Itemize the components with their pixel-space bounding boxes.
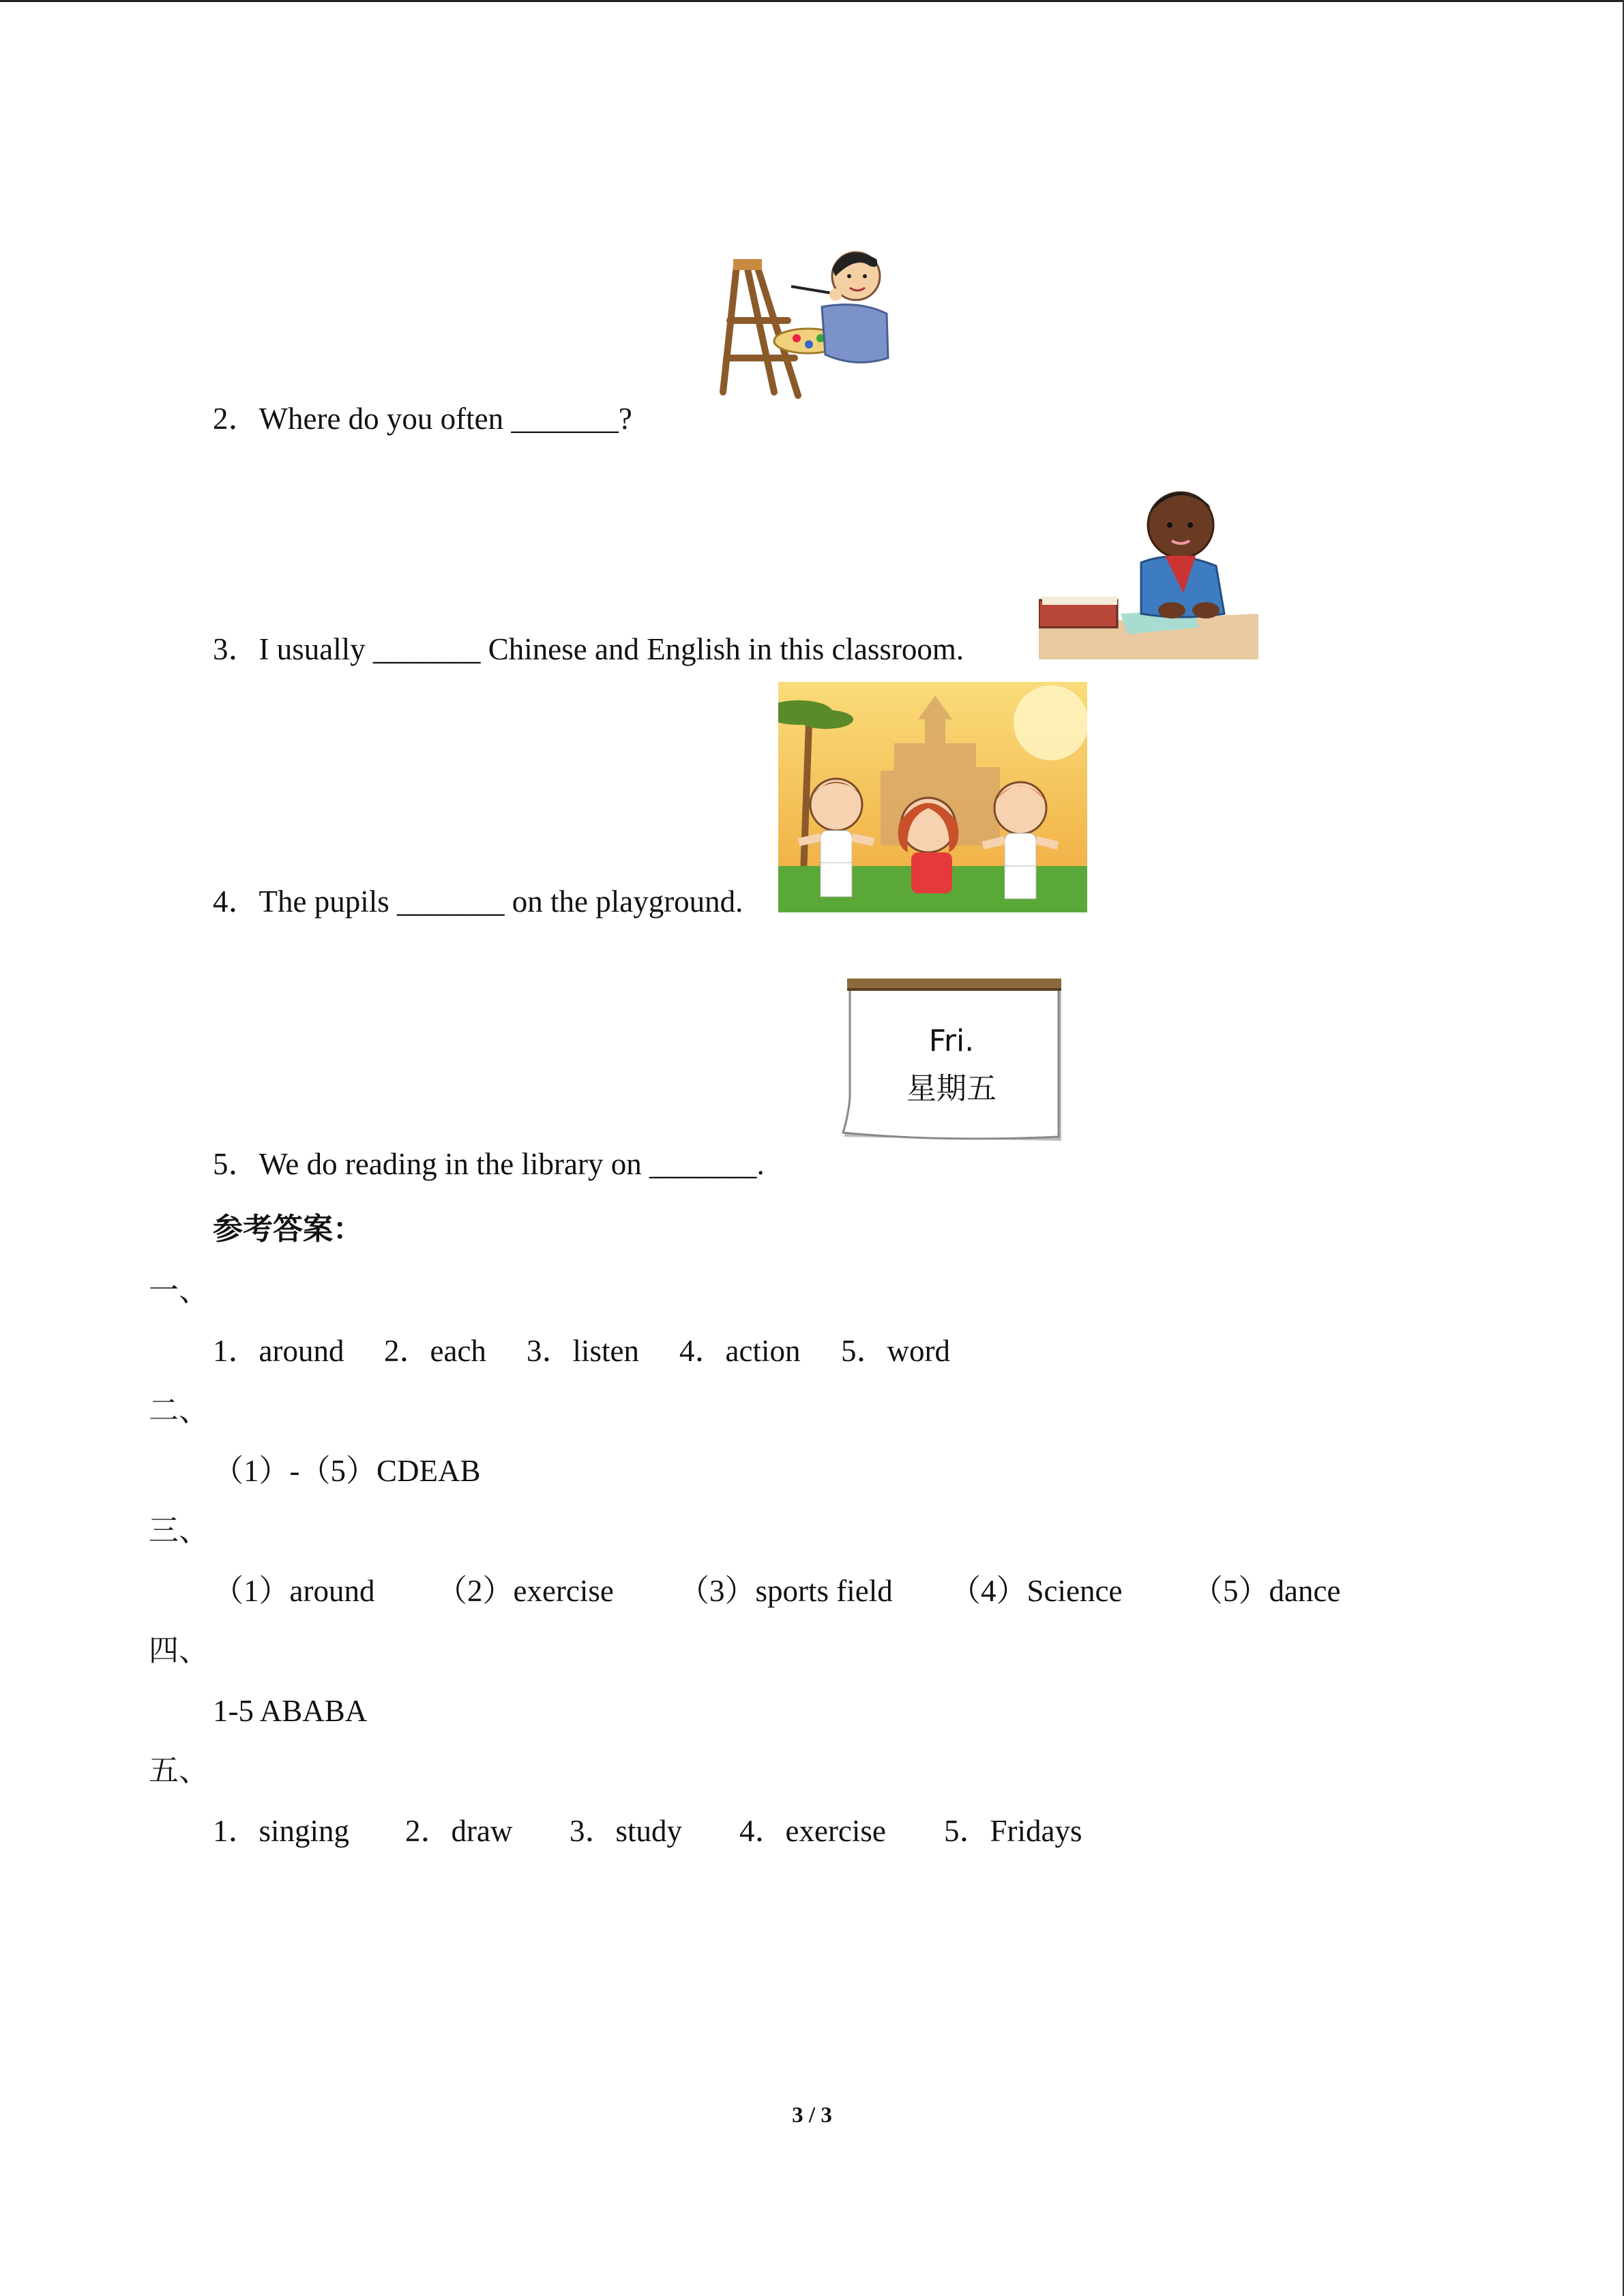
answer-item: 3．listen <box>527 1334 639 1368</box>
section-label-5: 五、 <box>149 1753 209 1788</box>
answer-item: 1．singing <box>213 1814 350 1848</box>
answer-item: 5．Fridays <box>944 1814 1082 1848</box>
answer-item: （1）-（5）CDEAB <box>213 1454 481 1488</box>
question-number: 4． <box>213 884 259 919</box>
section-label-3: 三、 <box>149 1513 209 1548</box>
page-number: 3 / 3 <box>792 2103 832 2128</box>
question-text: The pupils _______ on the playground. <box>259 884 743 919</box>
question-text: Where do you often _______? <box>259 402 632 436</box>
question-text: I usually _______ Chinese and English in this classroom. <box>259 632 964 666</box>
calendar-sign-icon <box>839 979 1064 1146</box>
question-line-3 <box>213 631 964 668</box>
answer-item: 3．study <box>570 1814 683 1848</box>
answer-item: 4．action <box>679 1334 801 1368</box>
answer-item: （4）Science <box>950 1574 1123 1608</box>
page-top-border <box>0 0 1624 2</box>
section-label-1: 一、 <box>149 1273 209 1308</box>
question-number: 5． <box>213 1147 259 1181</box>
calendar-day-en: Fri. <box>928 1024 975 1058</box>
question-number: 2． <box>213 402 259 436</box>
question-line-2 <box>213 400 632 437</box>
children-exercising-outdoors-icon <box>778 682 1087 912</box>
answer-item: 4．exercise <box>739 1814 886 1848</box>
question-number: 3． <box>213 632 259 666</box>
answer-item: 1-5 ABABA <box>213 1694 368 1728</box>
answer-item: （5）dance <box>1192 1574 1341 1608</box>
answer-item: （1）around <box>213 1574 375 1608</box>
answer-item: 5．word <box>841 1334 950 1368</box>
calendar-day-cn: 星期五 <box>906 1071 996 1106</box>
question-text: We do reading in the library on _______. <box>259 1147 765 1181</box>
answer-item: 1．around <box>213 1334 344 1368</box>
section-label-2: 二、 <box>149 1393 209 1428</box>
answer-item: 2．each <box>384 1334 486 1368</box>
answer-item: 2．draw <box>405 1814 513 1848</box>
section-label-4: 四、 <box>149 1633 209 1668</box>
question-line-4 <box>213 883 743 920</box>
answer-item: （2）exercise <box>437 1574 614 1608</box>
answers-heading: 参考答案： <box>213 1212 363 1247</box>
question-line-5 <box>213 1146 765 1182</box>
boy-studying-at-desk-icon <box>1039 474 1258 659</box>
boy-painting-at-easel-icon <box>709 239 900 402</box>
answer-item: （3）sports field <box>679 1574 893 1608</box>
